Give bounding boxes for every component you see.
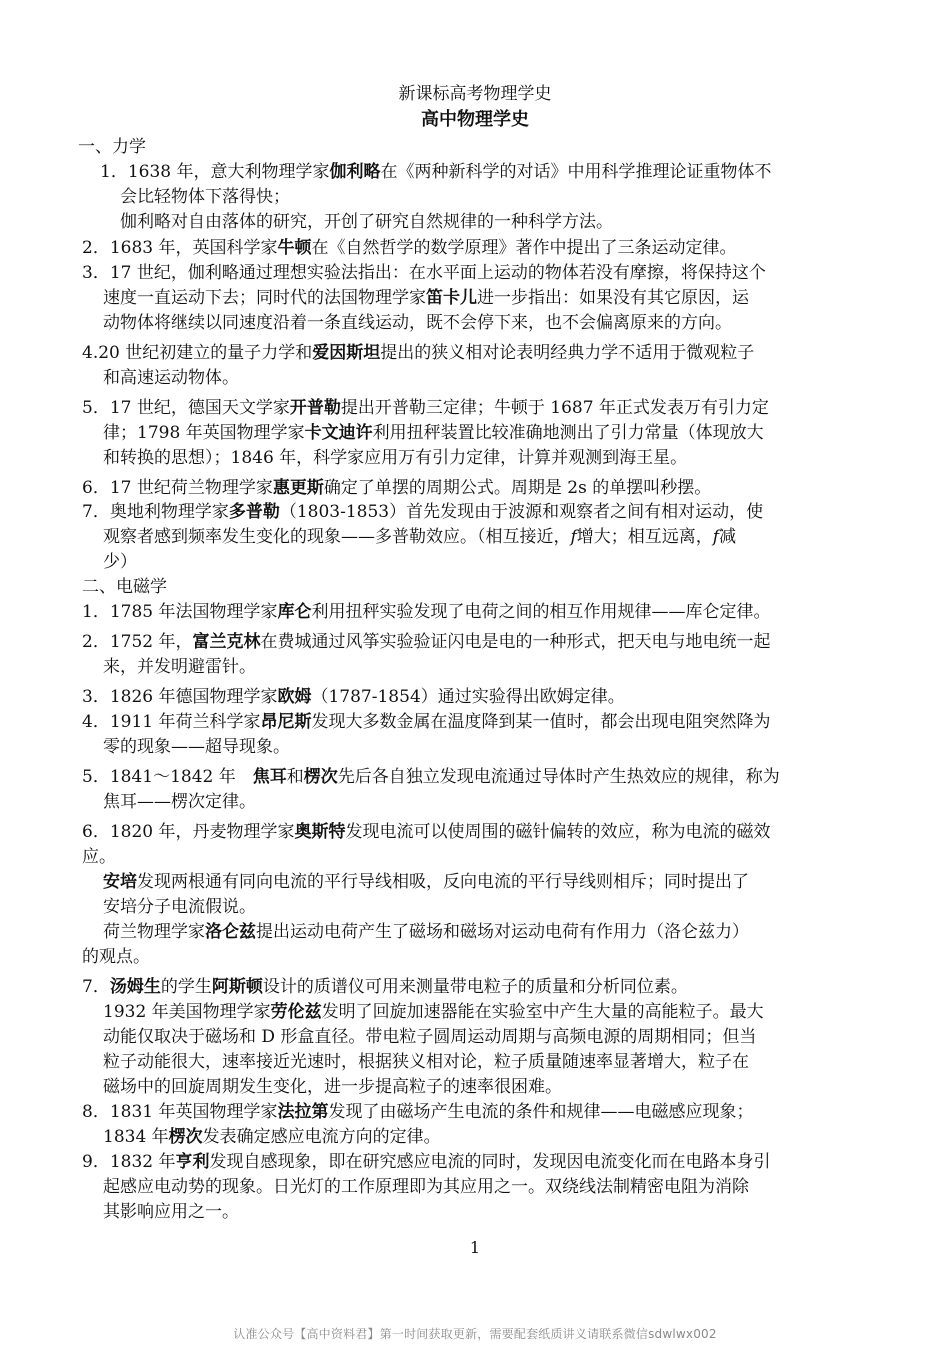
text-segment: 和 <box>286 767 304 787</box>
bold-name: 亨利 <box>175 1152 210 1172</box>
text-segment: 的学生 <box>160 977 212 997</box>
text-segment: 5．17 世纪，德国天文学家 <box>82 398 290 418</box>
text-segment: 1．1638 年，意大利物理学家 <box>100 162 330 182</box>
text-line <box>82 500 763 525</box>
text-segment: f <box>570 527 577 547</box>
text-segment: 少） <box>103 552 137 572</box>
text-segment: 和高速运动物体。 <box>103 368 239 388</box>
text-segment: 发现了由磁场产生电流的条件和规律——电磁感应现象； <box>328 1102 754 1122</box>
bold-name: 焦耳 <box>252 767 287 787</box>
bold-name: 库仑 <box>277 602 312 622</box>
text-segment: 利用扭秤实验发现了电荷之间的相互作用规律——库仑定律。 <box>311 602 771 622</box>
bold-name: 安培 <box>103 872 137 892</box>
text-line <box>82 845 116 870</box>
text-line <box>82 600 770 625</box>
bold-name: 开普勒 <box>289 398 341 418</box>
text-segment: 进一步指出：如果没有其它原因，运 <box>477 288 749 308</box>
text-segment: 发现两根通有同向电流的平行导线相吸，反向电流的平行导线则相斥；同时提出了 <box>137 872 749 892</box>
text-segment: 4．1911 年荷兰科学家 <box>82 712 261 732</box>
text-segment: 5．1841～1842 年 <box>82 767 253 787</box>
text-segment: 4.20 世纪初建立的量子力学和 <box>82 343 313 363</box>
text-segment: 在《两种新科学的对话》中用科学推理论证重物体不 <box>380 162 772 182</box>
text-segment: 1932 年美国物理学家 <box>103 1002 271 1022</box>
text-segment: 确定了单摆的周期公式。周期是 2s 的单摆叫秒摆。 <box>323 478 712 498</box>
text-line <box>82 685 625 710</box>
text-line <box>82 710 770 735</box>
bold-name: 欧姆 <box>277 687 312 707</box>
text-line <box>82 630 770 655</box>
bold-name: 富兰克林 <box>192 632 261 652</box>
text-segment: 8．1831 年英国物理学家 <box>82 1102 278 1122</box>
bold-name: 劳伦兹 <box>270 1002 322 1022</box>
text-line <box>103 790 256 815</box>
text-segment: 伽利略对自由落体的研究，开创了研究自然规律的一种科学方法。 <box>120 212 613 232</box>
text-segment: 速度一直运动下去；同时代的法国物理学家 <box>103 288 426 308</box>
text-line <box>100 160 771 185</box>
text-line <box>103 1125 441 1150</box>
text-segment: 其影响应用之一。 <box>103 1202 239 1222</box>
text-line <box>103 311 732 336</box>
bold-name: 多普勒 <box>228 502 280 522</box>
text-line <box>103 735 290 760</box>
text-segment: 会比轻物体下落得快； <box>120 187 290 207</box>
text-segment: 动物体将继续以同速度沿着一条直线运动，既不会停下来，也不会偏离原来的方向。 <box>103 313 732 333</box>
text-line <box>120 210 613 235</box>
text-line <box>103 421 764 446</box>
text-segment: 提出开普勒三定律；牛顿于 1687 年正式发表万有引力定 <box>340 398 769 418</box>
text-segment: 先后各自独立发现电流通过导体时产生热效应的规律，称为 <box>337 767 780 787</box>
text-segment: 安培分子电流假说。 <box>103 897 256 917</box>
text-line <box>82 575 167 600</box>
footer-watermark: 认准公众号【高中资料君】第一时间获取更新，需要配套纸质讲义请联系微信sdwlwx002 <box>233 1327 717 1341</box>
text-segment: 发明了回旋加速器能在实验室中产生大量的高能粒子。最大 <box>321 1002 764 1022</box>
text-line <box>103 1075 562 1100</box>
document-subtitle: 高中物理学史 <box>421 109 529 130</box>
bold-name: 奥斯特 <box>294 822 346 842</box>
text-line <box>103 1200 239 1225</box>
text-segment: 来，并发明避雷针。 <box>103 657 256 677</box>
text-segment: f <box>712 527 720 547</box>
bold-name: 笛卡儿 <box>426 288 477 308</box>
text-line <box>103 1000 764 1025</box>
text-segment: 7．奥地利物理学家 <box>82 502 229 522</box>
text-segment: 粒子动能很大，速率接近光速时，根据狭义相对论，粒子质量随速率显著增大，粒子在 <box>103 1052 749 1072</box>
text-segment: 减 <box>719 527 737 547</box>
text-line <box>82 1150 770 1175</box>
text-line <box>82 820 770 845</box>
text-line <box>82 765 780 790</box>
text-segment: 在费城通过风筝实验验证闪电是电的一种形式，把天电与地电统一起 <box>260 632 771 652</box>
document-title: 新课标高考物理学史 <box>398 84 552 104</box>
text-segment: 1834 年 <box>103 1127 169 1147</box>
text-line <box>82 236 736 261</box>
text-segment: 二、电磁学 <box>82 577 167 597</box>
bold-name: 洛仑兹 <box>205 922 256 942</box>
bold-name: 伽利略 <box>329 162 381 182</box>
text-segment: 起感应电动势的现象。日光灯的工作原理即为其应用之一。双绕线法制精密电阻为消除 <box>103 1177 749 1197</box>
text-segment: 2．1683 年，英国科学家 <box>82 238 278 258</box>
text-segment: 焦耳——楞次定律。 <box>103 792 256 812</box>
text-segment: 发现大多数金属在温度降到某一值时，都会出现电阻突然降为 <box>311 712 771 732</box>
text-segment: 一、力学 <box>78 137 146 157</box>
text-segment: 设计的质谱仪可用来测量带电粒子的质量和分析同位素。 <box>262 977 688 997</box>
text-line <box>120 185 290 210</box>
text-segment: 1．1785 年法国物理学家 <box>82 602 278 622</box>
bold-name: 昂尼斯 <box>260 712 312 732</box>
text-segment: 应。 <box>82 847 116 867</box>
text-line <box>82 261 766 286</box>
text-segment: 9．1832 年 <box>82 1152 176 1172</box>
bold-name: 卡文迪许 <box>304 423 373 443</box>
text-line <box>82 396 769 421</box>
text-segment: 增大；相互远离， <box>576 527 713 547</box>
bold-name: 楞次 <box>303 767 338 787</box>
text-segment: 3．17 世纪，伽利略通过理想实验法指出：在水平面上运动的物体若没有摩擦，将保持这个 <box>82 263 766 283</box>
text-line <box>82 341 754 366</box>
text-line <box>103 895 256 920</box>
text-segment: 动能仅取决于磁场和 D 形盒直径。带电粒子圆周运动周期与高频电源的周期相同；但当 <box>103 1027 757 1047</box>
text-line <box>103 366 239 391</box>
bold-name: 牛顿 <box>277 238 312 258</box>
text-segment: 零的现象——超导现象。 <box>103 737 290 757</box>
text-line <box>82 476 711 501</box>
text-segment: 6．17 世纪荷兰物理学家 <box>82 478 273 498</box>
text-segment: 利用扭秤装置比较准确地测出了引力常量（体现放大 <box>372 423 764 443</box>
text-line <box>82 945 150 970</box>
text-line <box>103 1050 749 1075</box>
text-line <box>103 525 736 550</box>
text-line <box>103 1025 756 1050</box>
text-segment: （1787-1854）通过实验得出欧姆定律。 <box>311 687 625 707</box>
text-segment: 发表确定感应电流方向的定律。 <box>202 1127 441 1147</box>
bold-name: 楞次 <box>168 1127 203 1147</box>
text-segment: 发现电流可以使周围的磁针偏转的效应，称为电流的磁效 <box>345 822 771 842</box>
text-segment: （1803-1853）首先发现由于波源和观察者之间有相对运动，使 <box>279 502 764 522</box>
page-number: 1 <box>469 1238 481 1257</box>
text-line <box>103 550 137 575</box>
text-line <box>103 446 687 471</box>
text-segment: 和转换的思想）；1846 年，科学家应用万有引力定律，计算并观测到海王星。 <box>103 448 688 468</box>
text-segment: 磁场中的回旋周期发生变化，进一步提高粒子的速率很困难。 <box>103 1077 562 1097</box>
text-segment: 7． <box>82 977 110 997</box>
text-line <box>103 1175 749 1200</box>
text-line <box>103 920 749 945</box>
text-segment: 提出的狭义相对论表明经典力学不适用于微观粒子 <box>380 343 755 363</box>
text-segment: 3．1826 年德国物理学家 <box>82 687 278 707</box>
text-line <box>82 1100 753 1125</box>
text-segment: 在《自然哲学的数学原理》著作中提出了三条运动定律。 <box>311 238 737 258</box>
text-segment: 提出运动电荷产生了磁场和磁场对运动电荷有作用力（洛仑兹力） <box>256 922 749 942</box>
bold-name: 惠更斯 <box>272 478 324 498</box>
bold-name: 汤姆生 <box>109 977 161 997</box>
text-segment: 的观点。 <box>82 947 150 967</box>
text-line <box>103 655 256 680</box>
text-line <box>103 286 749 311</box>
text-segment: 2．1752 年， <box>82 632 193 652</box>
text-line <box>103 870 749 895</box>
bold-name: 法拉第 <box>277 1102 329 1122</box>
text-segment: 发现自感现象，即在研究感应电流的同时，发现因电流变化而在电路本身引 <box>209 1152 771 1172</box>
text-segment: 荷兰物理学家 <box>103 922 205 942</box>
text-segment: 6．1820 年，丹麦物理学家 <box>82 822 295 842</box>
text-line <box>82 975 688 1000</box>
text-segment: 律；1798 年英国物理学家 <box>103 423 305 443</box>
text-line <box>78 135 146 160</box>
text-segment: 观察者感到频率发生变化的现象——多普勒效应。（相互接近， <box>103 527 571 547</box>
bold-name: 爱因斯坦 <box>312 343 381 363</box>
bold-name: 阿斯顿 <box>211 977 263 997</box>
